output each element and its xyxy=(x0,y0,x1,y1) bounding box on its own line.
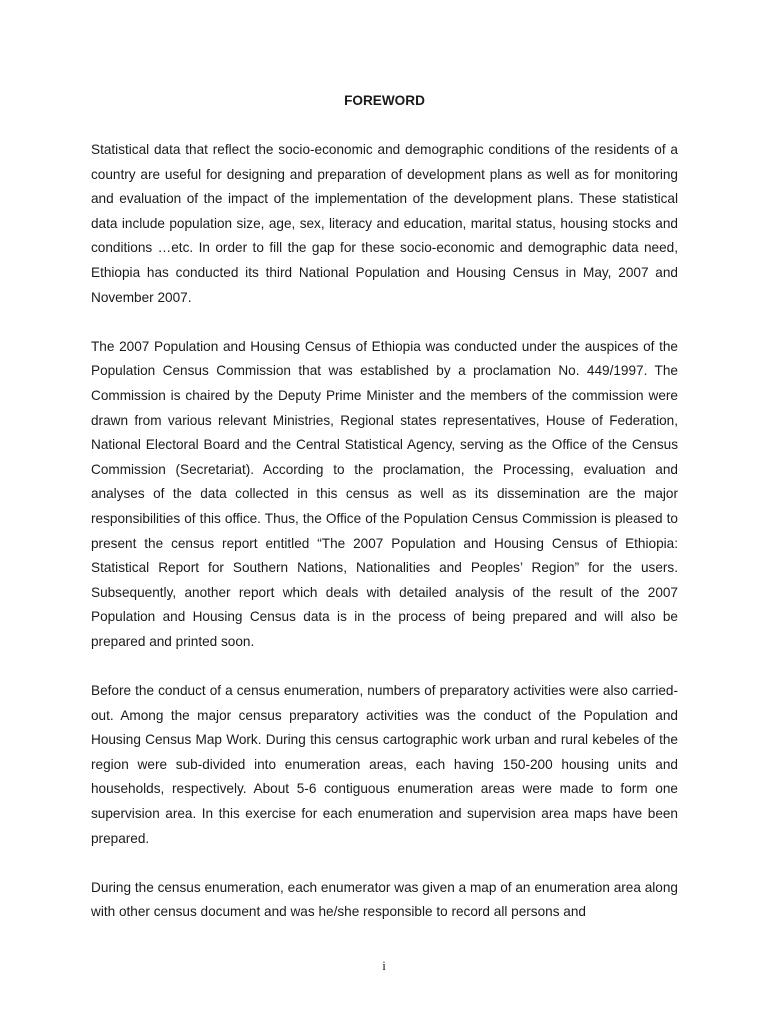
paragraph-1: Statistical data that reflect the socio-economic and demographic conditions of the residents of a country are useful for designing and preparation of development plans as well as for monitoring and evaluation of the impact of the implementation of the development plans. These statistical data include population size, age, sex, literacy and education, marital status, housing stocks and conditions …etc. In order to fill the gap for these socio-economic and demographic data need, Ethiopia has conducted its third National Population and Housing Census in May, 2007 and November 2007. xyxy=(91,142,678,305)
page-number: i xyxy=(382,958,386,973)
paragraph-2: The 2007 Population and Housing Census of Ethiopia was conducted under the auspices of the Population Census Commission that was established by a proclamation No. 449/1997. The Commission is chaired by the Deputy Prime Minister and the members of the commission were drawn from various relevant Ministries, Regional states representatives, House of Federation, National Electoral Board and the Central Statistical Agency, serving as the Office of the Census Commission (Secretariat). According to the proclamation, the Processing, evaluation and analyses of the data collected in this census as well as its dissemination are the major responsibilities of this office. Thus, the Office of the Population Census Commission is pleased to present the census report entitled “The 2007 Population and Housing Census of Ethiopia: Statistical Report for Southern Nations, Nationalities and Peoples’ Region” for the users. Subsequently, another report which deals with detailed analysis of the result of the 2007 Population and Housing Census data is in the process of being prepared and will also be prepared and printed soon. xyxy=(91,338,678,649)
paragraph-4: During the census enumeration, each enumerator was given a map of an enumeration area along with other census document and was he/she responsible to record all persons and xyxy=(91,879,678,920)
document-page xyxy=(91,88,678,950)
page-title: FOREWORD xyxy=(344,93,425,108)
paragraph-3: Before the conduct of a census enumeration, numbers of preparatory activities were also carried-out. Among the major census preparatory activities was the conduct of the Population and Housing Census Map Work. During this census cartographic work urban and rural kebeles of the region were sub-divided into enumeration areas, each having 150-200 housing units and households, respectively. About 5-6 contiguous enumeration areas were made to form one supervision area. In this exercise for each enumeration and supervision area maps have been prepared. xyxy=(91,683,678,846)
